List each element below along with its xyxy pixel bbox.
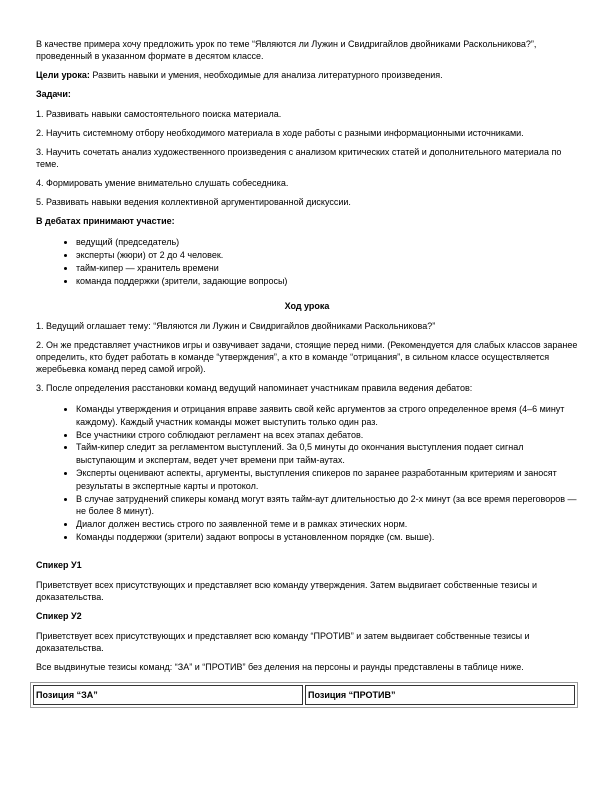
participant-item: • команда поддержки (зрители, задающие вопросы) [76,275,578,288]
participants-heading: В дебатах принимают участие: [36,216,175,226]
lesson-heading: Ход урока [284,301,330,311]
participant-item: • эксперты (жюри) от 2 до 4 человек. [76,249,578,262]
lesson-step: 1. Ведущий оглашает тему: “Являются ли Лужин и Свидригайлов двойниками Раскольникова?” [36,321,436,331]
lesson-step: 3. После определения расстановки команд ведущий напоминает участникам правила ведения дебатов: [36,383,473,393]
intro-paragraph: В качестве примера хочу предложить урок по теме “Являются ли Лужин и Свидригайлов двойниками Раскольникова?”, проведенный в указанном формате в десятом классе. [36,39,537,61]
summary-paragraph: Все выдвинутые тезисы команд: “ЗА” и “ПРОТИВ” без деления на персоны и раунды представлены в таблице ниже. [36,661,524,672]
debate-rule-item: • В случае затруднений спикеры команд могут взять тайм-аут длительностью до 2-х минут (за все время переговоров — не более 8 минут). [76,493,578,519]
tasks-heading: Задачи: [36,89,71,99]
table-header-cell-for: Позиция “ЗА” [33,685,303,705]
task-item: 5. Развивать навыки ведения коллективной аргументированной дискуссии. [36,197,351,207]
debate-rule-item: • Тайм-кипер следит за регламентом выступлений. За 0,5 минуты до окончания выступления подает сигнал выступающим и экспертам, ведет учет времени при тайм-аутах. [76,441,578,467]
goals-text: Развить навыки и умения, необходимые для анализа литературного произведения. [92,70,443,80]
goals-label: Цели урока: [36,70,90,80]
participants-list [36,235,578,288]
debate-rule-item: • Эксперты оценивают аспекты, аргументы, выступления спикеров по заранее разработанным критериям и заносят результаты в экспертные карты и протокол. [76,467,578,493]
debate-rule-item: • Диалог должен вестись строго по заявленной теме и в рамках этических норм. [76,518,578,531]
task-item: 1. Развивать навыки самостоятельного поиска материала. [36,109,282,119]
lesson-step: 2. Он же представляет участников игры и озвучивает задачи, стоящие перед ними. (Рекомендуется для слабых классов заранее определить, кто будет работать в команде “утверждения”, а кто в команде “отрицания”, в сильном классе осуществляется жеребьевка команд перед самой игрой). [36,340,578,374]
speaker-text: Приветствует всех присутствующих и представляет всю команду утверждения. Затем выдвигает собственные тезисы и доказательства. [36,579,538,602]
speaker-heading: Спикер У1 [36,559,82,570]
task-item: 3. Научить сочетать анализ художественного произведения с анализом критических статей и дополнительного материала по теме. [36,147,562,169]
table-header-cell-against: Позиция “ПРОТИВ” [305,685,575,705]
table-header-row [33,685,575,705]
document-body [36,38,578,708]
participant-item: • тайм-кипер — хранитель времени [76,262,578,275]
participant-item: • ведущий (председатель) [76,236,578,249]
debate-rule-item: • Команды поддержки (зрители) задают вопросы в установленном порядке (см. выше). [76,531,578,544]
goals-paragraph [36,69,578,81]
task-item: 2. Научить системному отбору необходимого материала в ходе работы с разными информационными источниками. [36,128,524,138]
debate-rules-list [36,401,578,544]
speaker-heading: Спикер У2 [36,610,82,621]
debate-rule-item: • Все участники строго соблюдают регламент на всех этапах дебатов. [76,429,578,442]
positions-table [30,682,578,708]
speaker-text: Приветствует всех присутствующих и представляет всю команду “ПРОТИВ” и затем выдвигает собственные тезисы и доказательства. [36,630,530,653]
task-item: 4. Формировать умение внимательно слушать собеседника. [36,178,289,188]
debate-rule-item: • Команды утверждения и отрицания вправе заявить свой кейс аргументов за строго определенное время (4–6 минут каждому). Каждый участник команды может выступить только один раз. [76,403,578,429]
